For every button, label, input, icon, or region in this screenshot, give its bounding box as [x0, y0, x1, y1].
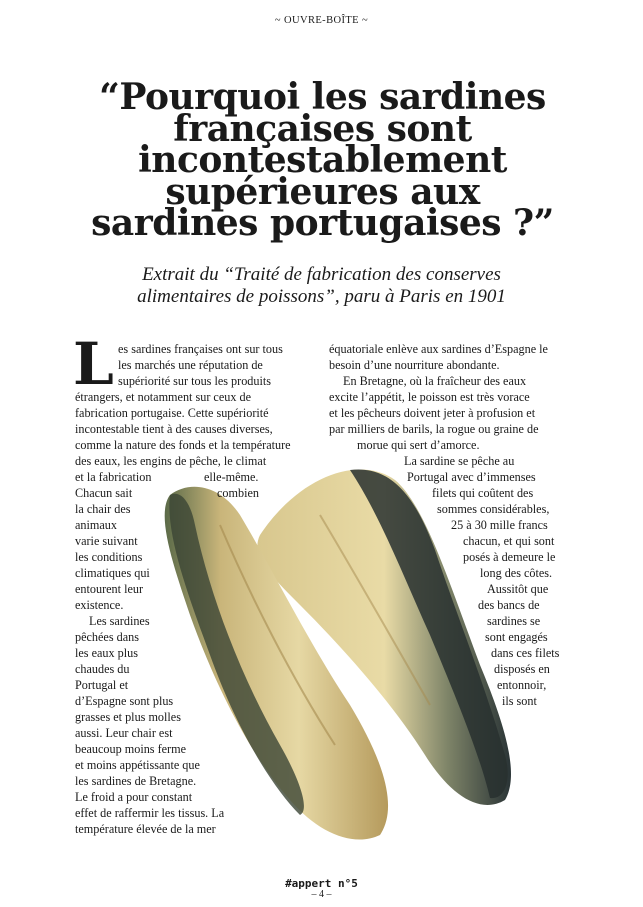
article-line: En Bretagne, où la fraîcheur des eaux	[343, 374, 527, 388]
article-line: filets qui coûtent des	[432, 486, 534, 500]
header-rubric: ~ OUVRE-BOÎTE ~	[274, 15, 369, 26]
article-line: température élevée de la mer	[75, 822, 216, 836]
article-line: Les sardines	[89, 614, 150, 628]
article-line: chacun, et qui sont	[463, 534, 555, 548]
article-line: grasses et plus molles	[75, 710, 181, 724]
article-line: ils sont	[502, 694, 537, 708]
article-line: elle-même.	[204, 470, 259, 484]
article-line: 25 à 30 mille francs	[451, 518, 548, 532]
dropcap: L	[73, 330, 114, 398]
article-line: fabrication portugaise. Cette supériorité	[75, 406, 269, 420]
article-line: supériorité sur tous les produits	[118, 374, 272, 388]
article-line: varie suivant	[75, 534, 138, 548]
article-line: sont engagés	[485, 630, 548, 644]
headline-line: supérieures aux	[165, 170, 480, 213]
article-line: excite l’appétit, le poisson est très vorace	[329, 390, 530, 404]
article-line: animaux	[75, 518, 117, 532]
article-line: existence.	[75, 598, 124, 612]
headline-line: françaises sont	[173, 107, 472, 150]
article-line: les eaux plus	[75, 646, 138, 660]
article-line: effet de raffermir les tissus. La	[75, 806, 225, 820]
article-line: Aussitôt que	[487, 582, 549, 596]
article-line: Portugal et	[75, 678, 129, 692]
article-line: pêchées dans	[75, 630, 139, 644]
article-line: beaucoup moins ferme	[75, 742, 187, 756]
article-line: es sardines françaises ont sur tous	[118, 342, 283, 356]
article-line: aussi. Leur chair est	[75, 726, 173, 740]
subtitle	[80, 264, 563, 308]
article-line: sommes considérables,	[437, 502, 550, 516]
article-line: des bancs de	[478, 598, 540, 612]
article-line: climatiques qui	[75, 566, 150, 580]
article-line: Portugal avec d’immenses	[407, 470, 536, 484]
article-line: et la fabrication	[75, 470, 152, 484]
article-line: La sardine se pêche au	[404, 454, 515, 468]
article-line: les sardines de Bretagne.	[75, 774, 197, 788]
article-line: et moins appétissante que	[75, 758, 200, 772]
subtitle-line: Extrait du “Traité de fabrication des conserves	[142, 264, 501, 285]
article-line: incontestable tient à des causes diverses,	[75, 422, 273, 436]
footer-page-number: – 4 –	[311, 889, 332, 900]
article-line: besoin d’une nourriture abondante.	[329, 358, 500, 372]
subtitle-line: alimentaires de poissons”, paru à Paris en 1901	[137, 286, 506, 307]
article-line: morue qui sert d’amorce.	[357, 438, 480, 452]
article-line: Le froid a pour constant	[75, 790, 193, 804]
headline-line: sardines portugaises ?”	[91, 202, 554, 244]
article-line: les conditions	[75, 550, 143, 564]
article-line: étrangers, et notamment sur ceux de	[75, 390, 251, 404]
article-line: posés à demeure le	[463, 550, 556, 564]
article-line: les marchés une réputation de	[118, 358, 263, 372]
headline-line: incontestablement	[138, 139, 507, 181]
article-line: long des côtes.	[480, 566, 553, 580]
article-line: d’Espagne sont plus	[75, 694, 174, 708]
article-line: des eaux, les engins de pêche, le climat	[75, 454, 267, 468]
article-line: et les pêcheurs doivent jeter à profusion et	[329, 406, 536, 420]
article-line: chaudes du	[75, 662, 130, 676]
footer-magazine-name: #appert n°5	[285, 877, 358, 890]
article-line: comme la nature des fonds et la température	[75, 438, 291, 452]
article-line: sardines se	[487, 614, 541, 628]
article-line: combien	[217, 486, 259, 500]
article-line: disposés en	[494, 662, 550, 676]
article-line: dans ces filets	[491, 646, 560, 660]
article-line: entonnoir,	[497, 678, 547, 692]
article-line: entourent leur	[75, 582, 144, 596]
article-line: équatoriale enlève aux sardines d’Espagne le	[329, 342, 548, 356]
article-line: la chair des	[75, 502, 131, 516]
headline	[60, 76, 585, 244]
article-line: Chacun sait	[75, 486, 133, 500]
headline-line: “Pourquoi les sardines	[99, 76, 546, 118]
article-line: par milliers de barils, la rogue ou graine de	[329, 422, 539, 436]
